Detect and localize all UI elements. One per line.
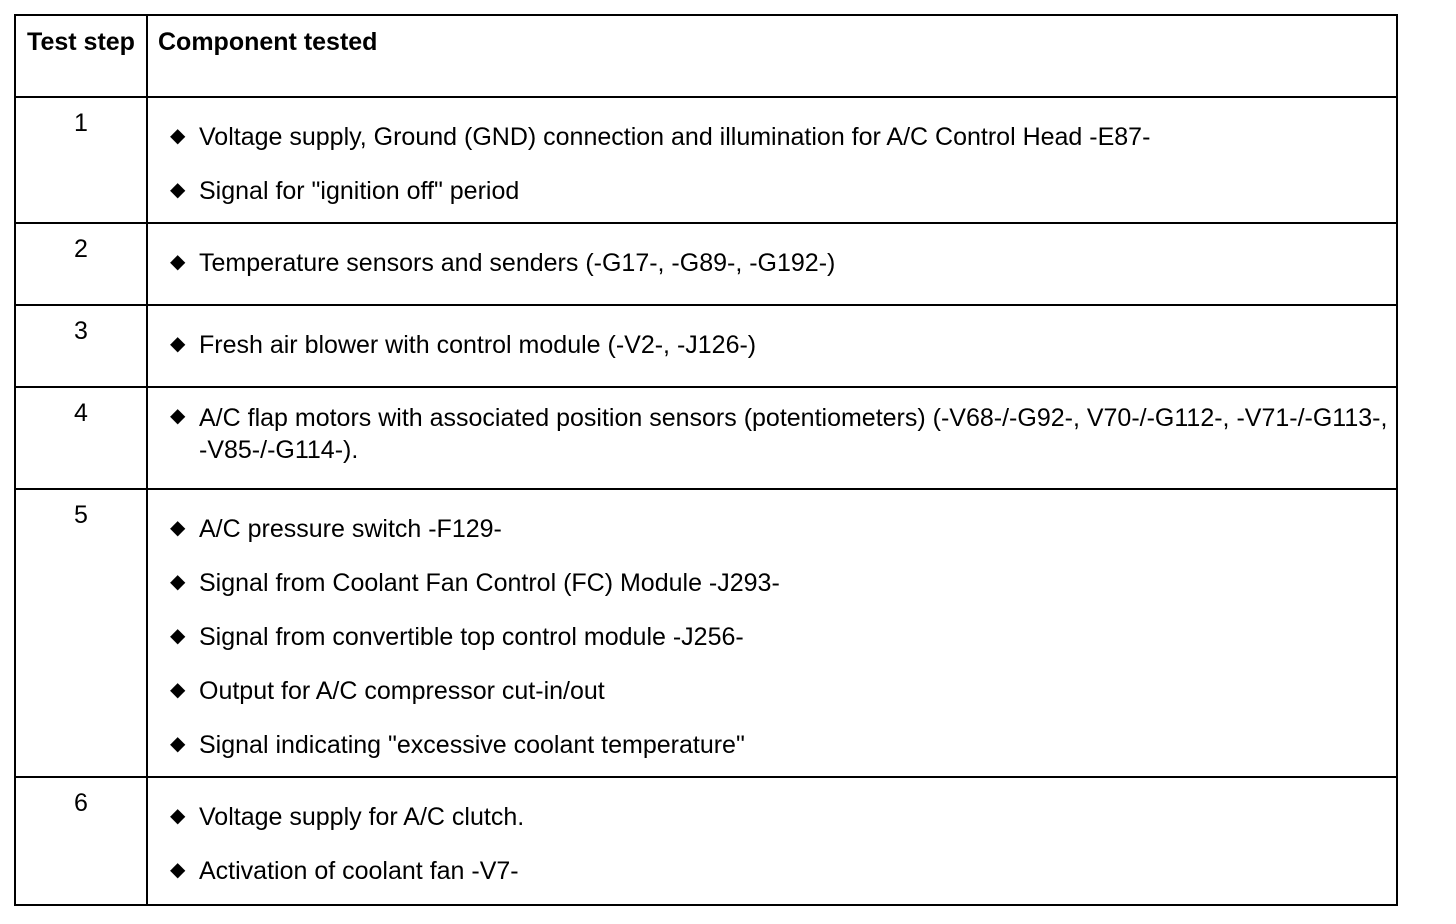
diamond-bullet-icon: ◆ bbox=[170, 625, 186, 647]
table-row bbox=[15, 305, 1397, 387]
component-item bbox=[170, 176, 1396, 207]
header-test-step: Test step bbox=[15, 15, 147, 97]
component-item-text: Output for A/C compressor cut-in/out bbox=[199, 677, 605, 705]
test-step-number: 3 bbox=[15, 305, 147, 387]
component-item-text: Fresh air blower with control module (-V2-, -J126-) bbox=[199, 331, 757, 359]
component-item-text: A/C flap motors with associated position sensors (potentiometers) (-V68-/-G92-, V70-/-G112-, -V71-/-G113-, -V85-/-G114-). bbox=[199, 404, 1388, 464]
component-item bbox=[170, 514, 1396, 545]
test-step-number: 6 bbox=[15, 777, 147, 905]
table-row bbox=[15, 387, 1397, 489]
component-list bbox=[170, 248, 1396, 279]
component-item bbox=[170, 802, 1396, 833]
test-steps-table bbox=[14, 14, 1398, 906]
diamond-bullet-icon: ◆ bbox=[170, 517, 186, 539]
diamond-bullet-icon: ◆ bbox=[170, 179, 186, 201]
diamond-bullet-icon: ◆ bbox=[170, 405, 186, 427]
component-item-text: Signal indicating "excessive coolant temperature" bbox=[199, 731, 745, 759]
diamond-bullet-icon: ◆ bbox=[170, 805, 186, 827]
component-item bbox=[170, 122, 1396, 153]
component-cell bbox=[147, 387, 1397, 489]
component-item-text: Signal from convertible top control module -J256- bbox=[199, 623, 744, 651]
component-item bbox=[170, 402, 1396, 466]
diamond-bullet-icon: ◆ bbox=[170, 125, 186, 147]
test-step-number: 1 bbox=[15, 97, 147, 223]
component-list bbox=[170, 514, 1396, 761]
component-list bbox=[170, 330, 1396, 361]
component-list bbox=[170, 122, 1396, 207]
component-item bbox=[170, 676, 1396, 707]
header-component-tested: Component tested bbox=[147, 15, 1397, 97]
component-item-text: Voltage supply, Ground (GND) connection and illumination for A/C Control Head -E87- bbox=[199, 123, 1151, 151]
diamond-bullet-icon: ◆ bbox=[170, 679, 186, 701]
table-row bbox=[15, 223, 1397, 305]
component-cell bbox=[147, 97, 1397, 223]
component-item-text: Activation of coolant fan -V7- bbox=[199, 857, 519, 885]
component-cell bbox=[147, 777, 1397, 905]
component-item-text: Temperature sensors and senders (-G17-, -G89-, -G192-) bbox=[199, 249, 836, 277]
header-row bbox=[15, 15, 1397, 97]
table-row bbox=[15, 489, 1397, 777]
diamond-bullet-icon: ◆ bbox=[170, 733, 186, 755]
diamond-bullet-icon: ◆ bbox=[170, 251, 186, 273]
diamond-bullet-icon: ◆ bbox=[170, 333, 186, 355]
table-row bbox=[15, 97, 1397, 223]
test-step-number: 4 bbox=[15, 387, 147, 489]
diamond-bullet-icon: ◆ bbox=[170, 571, 186, 593]
component-list bbox=[170, 802, 1396, 887]
component-item-text: Voltage supply for A/C clutch. bbox=[199, 803, 525, 831]
component-item bbox=[170, 248, 1396, 279]
table-body bbox=[15, 97, 1397, 905]
component-item-text: A/C pressure switch -F129- bbox=[199, 515, 502, 543]
component-cell bbox=[147, 305, 1397, 387]
component-item bbox=[170, 330, 1396, 361]
component-item bbox=[170, 622, 1396, 653]
component-list bbox=[170, 402, 1396, 466]
component-item-text: Signal for "ignition off" period bbox=[199, 177, 520, 205]
diamond-bullet-icon: ◆ bbox=[170, 859, 186, 881]
component-cell bbox=[147, 489, 1397, 777]
component-cell bbox=[147, 223, 1397, 305]
test-step-number: 2 bbox=[15, 223, 147, 305]
table-row bbox=[15, 777, 1397, 905]
component-item-text: Signal from Coolant Fan Control (FC) Module -J293- bbox=[199, 569, 780, 597]
component-item bbox=[170, 730, 1396, 761]
test-step-number: 5 bbox=[15, 489, 147, 777]
component-item bbox=[170, 856, 1396, 887]
component-item bbox=[170, 568, 1396, 599]
